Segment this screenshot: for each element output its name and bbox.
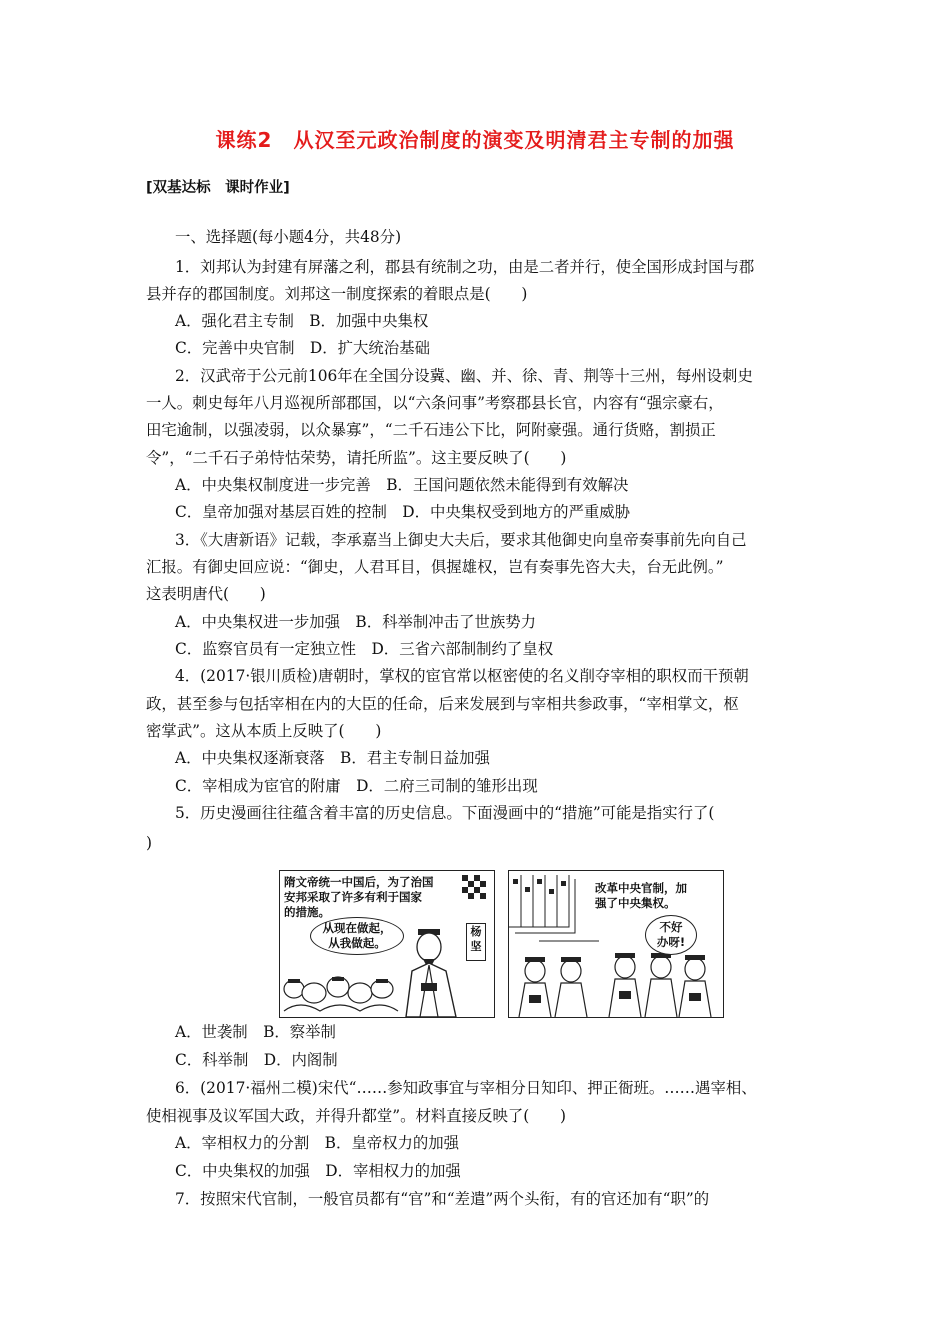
speech-bubble: 从现在做起， 从我做起。 xyxy=(310,917,404,955)
question-5-options: A．世袭制 B．察举制 xyxy=(175,1023,336,1041)
question-6-line: 6．(2017·福州二模)宋代“……参知政事宜与宰相分日知印、押正衙班。……遇宰相、 xyxy=(175,1079,757,1097)
question-6-line: 使相视事及议军国大政，并得升都堂”。材料直接反映了( ) xyxy=(146,1107,567,1125)
cartoon-right-caption: 强了中央集权。 xyxy=(595,896,676,910)
question-5-options: C．科举制 D．内阁制 xyxy=(175,1051,338,1069)
question-4-options: A．中央集权逐渐衰落 B．君主专制日益加强 xyxy=(175,749,490,767)
question-6-options: C．中央集权的加强 D．宰相权力的加强 xyxy=(175,1162,461,1180)
question-3-options: C．监察官员有一定独立性 D．三省六部制制约了皇权 xyxy=(175,640,554,658)
question-2-line: 令”，“二千石子弟恃怙荣势，请托所监”。这主要反映了( ) xyxy=(146,449,567,467)
question-2-line: 田宅逾制，以强凌弱，以众暴寡”，“二千石违公下比，阿附豪强。通行货赂，割损正 xyxy=(146,421,716,439)
question-5-line: ) xyxy=(146,834,153,852)
question-1-options: A．强化君主专制 B．加强中央集权 xyxy=(175,312,429,330)
question-7-line: 7．按照宋代官制，一般官员都有“官”和“差遣”两个头衔，有的官还加有“职”的 xyxy=(175,1190,710,1208)
question-5-line: 5．历史漫画往往蕴含着丰富的历史信息。下面漫画中的“措施”可能是指实行了( xyxy=(175,804,715,822)
question-4-line: 政，甚至参与包括宰相在内的大臣的任命，后来发展到与宰相共参政事，“宰相掌文，枢 xyxy=(146,695,739,713)
speech-bubble: 不好 办呀! xyxy=(645,915,697,955)
question-1-line: 1．刘邦认为封建有屏藩之利，郡县有统制之功，由是二者并行，使全国形成封国与郡 xyxy=(175,258,755,276)
question-4-options: C．宰相成为宦官的附庸 D．二府三司制的雏形出现 xyxy=(175,777,538,795)
question-2-options: C．皇帝加强对基层百姓的控制 D．中央集权受到地方的严重威胁 xyxy=(175,503,631,521)
cartoon-right-caption: 改革中央官制，加 xyxy=(595,881,687,895)
question-4-line: 4．(2017·银川质检)唐朝时，掌权的宦官常以枢密使的名义削夺宰相的职权而干预朝 xyxy=(175,667,749,685)
question-2-line: 2．汉武帝于公元前106年在全国分设冀、幽、并、徐、青、荆等十三州，每州设刺史 xyxy=(175,367,753,385)
cartoon-left-caption: 隋文帝统一中国后，为了治国 xyxy=(284,875,434,889)
page-title: 课练2 从汉至元政治制度的演变及明清君主专制的加强 xyxy=(215,128,735,152)
section-header: [双基达标 课时作业] xyxy=(146,180,290,196)
question-2-options: A．中央集权制度进一步完善 B．王国问题依然未能得到有效解决 xyxy=(175,476,629,494)
cartoon-left-caption: 安邦采取了许多有利于国家 xyxy=(284,890,422,904)
question-1-line: 县并存的郡国制度。刘邦这一制度探索的着眼点是( ) xyxy=(146,285,528,303)
section-heading-choice: 一、选择题(每小题4分，共48分) xyxy=(175,228,402,246)
question-2-line: 一人。刺史每年八月巡视所部郡国，以“六条问事”考察郡县长官，内容有“强宗豪右， xyxy=(146,394,724,412)
question-4-line: 密掌武”。这从本质上反映了( ) xyxy=(146,722,382,740)
cartoon-right xyxy=(508,870,724,1018)
question-3-line: 这表明唐代( ) xyxy=(146,585,266,603)
name-tag: 杨 坚 xyxy=(466,923,486,961)
question-3-line: 汇报。有御史回应说：“御史，人君耳目，俱握雄权，岂有奏事先咨大夫，台无此例。” xyxy=(146,558,724,576)
cartoon-left xyxy=(279,870,495,1018)
question-3-options: A．中央集权进一步加强 B．科举制冲击了世族势力 xyxy=(175,613,537,631)
question-6-options: A．宰相权力的分割 B．皇帝权力的加强 xyxy=(175,1134,460,1152)
cartoon-left-caption: 的措施。 xyxy=(284,905,330,919)
question-3-line: 3．《大唐新语》记载，李承嘉当上御史大夫后，要求其他御史向皇帝奏事前先向自己 xyxy=(175,531,747,549)
question-1-options: C．完善中央官制 D．扩大统治基础 xyxy=(175,339,430,357)
